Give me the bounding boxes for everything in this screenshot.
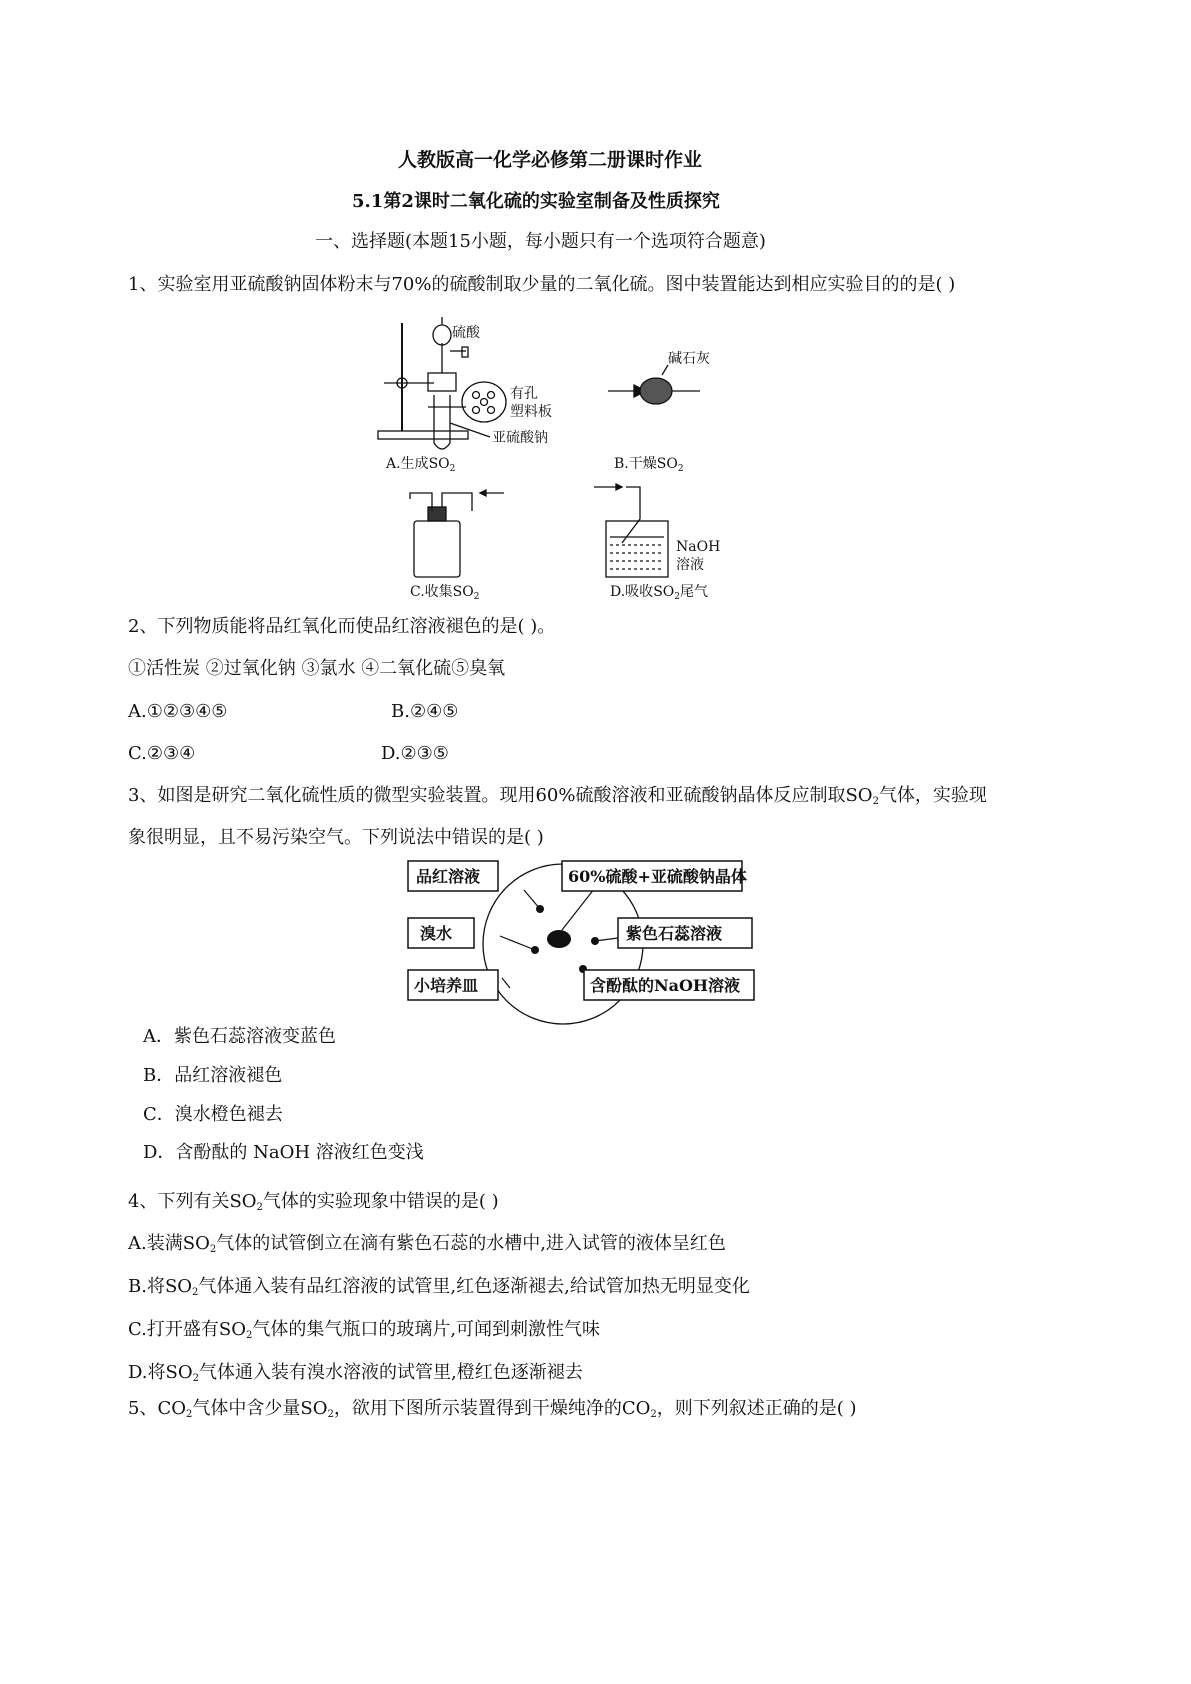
- question-2-option-b: B.②④⑤: [391, 701, 459, 722]
- a-label-acid: 硫酸: [452, 325, 480, 341]
- question-4-option-a: A.装满$SO_2$气体的试管倒立在滴有紫色石蕊的水槽中,进入试管的液体呈红色: [128, 1233, 726, 1255]
- question-3-option-a: A．紫色石蕊溶液变蓝色: [143, 1026, 336, 1047]
- label-small-dish: 小培养皿: [414, 976, 479, 995]
- question-4-stem: 4、下列有关$SO_2$气体的实验现象中错误的是( ): [128, 1191, 499, 1213]
- page-title: 人教版高一化学必修第二册课时作业: [398, 149, 703, 171]
- center-reagent-drop: [547, 930, 571, 948]
- question-2-option-d: D.②③⑤: [381, 743, 449, 764]
- d-caption: D.吸收$SO_2$尾气: [610, 584, 708, 602]
- label-pin-hong: 品红溶液: [416, 867, 481, 886]
- question-2-items: ①活性炭 ②过氧化钠 ③氯水 ④二氧化硫⑤臭氧: [128, 658, 506, 679]
- label-bromine-water: 溴水: [420, 924, 453, 943]
- d-label-solution: 溶液: [676, 557, 704, 573]
- apparatus-c: [410, 490, 504, 577]
- question-2-stem: 2、下列物质能将品红氧化而使品红溶液褪色的是( )。: [128, 616, 556, 637]
- b-caption: B.干燥$SO_2$: [614, 456, 684, 474]
- question-3-option-c: C．溴水橙色褪去: [143, 1104, 283, 1125]
- question-3-stem-line-1: 3、如图是研究二氧化硫性质的微型实验装置。现用60%硫酸溶液和亚硫酸钠晶体反应制取$SO_2$气体，实验现: [128, 785, 987, 807]
- a-label-plate-1: 有孔: [510, 386, 538, 402]
- question-1-figure: [370, 315, 770, 605]
- d-label-naoh: NaOH: [676, 539, 721, 555]
- question-1-stem: 1、实验室用亚硫酸钠固体粉末与70%的硫酸制取少量的二氧化硫。图中装置能达到相应实验目的的是( ): [128, 274, 956, 295]
- question-5-stem: 5、$CO_2$气体中含少量$SO_2$，欲用下图所示装置得到干燥纯净的$CO_2$，则下列叙述正确的是( ): [128, 1398, 857, 1420]
- b-label-soda-lime: 碱石灰: [668, 351, 710, 367]
- apparatus-a: [378, 317, 506, 449]
- question-3-figure: [414, 858, 800, 1038]
- question-3-option-b: B．品红溶液褪色: [143, 1065, 283, 1086]
- question-3-stem-line-2: 象很明显，且不易污染空气。下列说法中错误的是( ): [128, 827, 544, 848]
- a-label-plate-2: 塑料板: [510, 404, 552, 420]
- apparatus-b: [608, 365, 700, 404]
- question-4-option-c: C.打开盛有$SO_2$气体的集气瓶口的玻璃片,可闻到刺激性气味: [128, 1319, 601, 1341]
- label-acid-sulfite: 60%硫酸+亚硫酸钠晶体: [568, 867, 747, 886]
- question-4-option-b: B.将$SO_2$气体通入装有品红溶液的试管里,红色逐渐褪去,给试管加热无明显变化: [128, 1276, 750, 1298]
- section-heading: 一、选择题(本题15小题，每小题只有一个选项符合题意): [315, 231, 766, 252]
- a-caption: A.生成$SO_2$: [386, 456, 456, 474]
- c-caption: C.收集$SO_2$: [410, 584, 480, 602]
- apparatus-d: [594, 484, 668, 577]
- a-label-sulfite: 亚硫酸钠: [492, 430, 548, 446]
- question-2-option-a: A.①②③④⑤: [128, 701, 228, 722]
- question-3-option-d: D．含酚酞的 NaOH 溶液红色变浅: [143, 1142, 424, 1163]
- label-litmus: 紫色石蕊溶液: [626, 924, 723, 943]
- page-subtitle: 5.1第2课时二氧化硫的实验室制备及性质探究: [352, 191, 720, 212]
- label-naoh-phenolphthalein: 含酚酞的NaOH溶液: [590, 976, 741, 995]
- question-4-option-d: D.将$SO_2$气体通入装有溴水溶液的试管里,橙红色逐渐褪去: [128, 1362, 583, 1384]
- question-2-option-c: C.②③④: [128, 743, 196, 764]
